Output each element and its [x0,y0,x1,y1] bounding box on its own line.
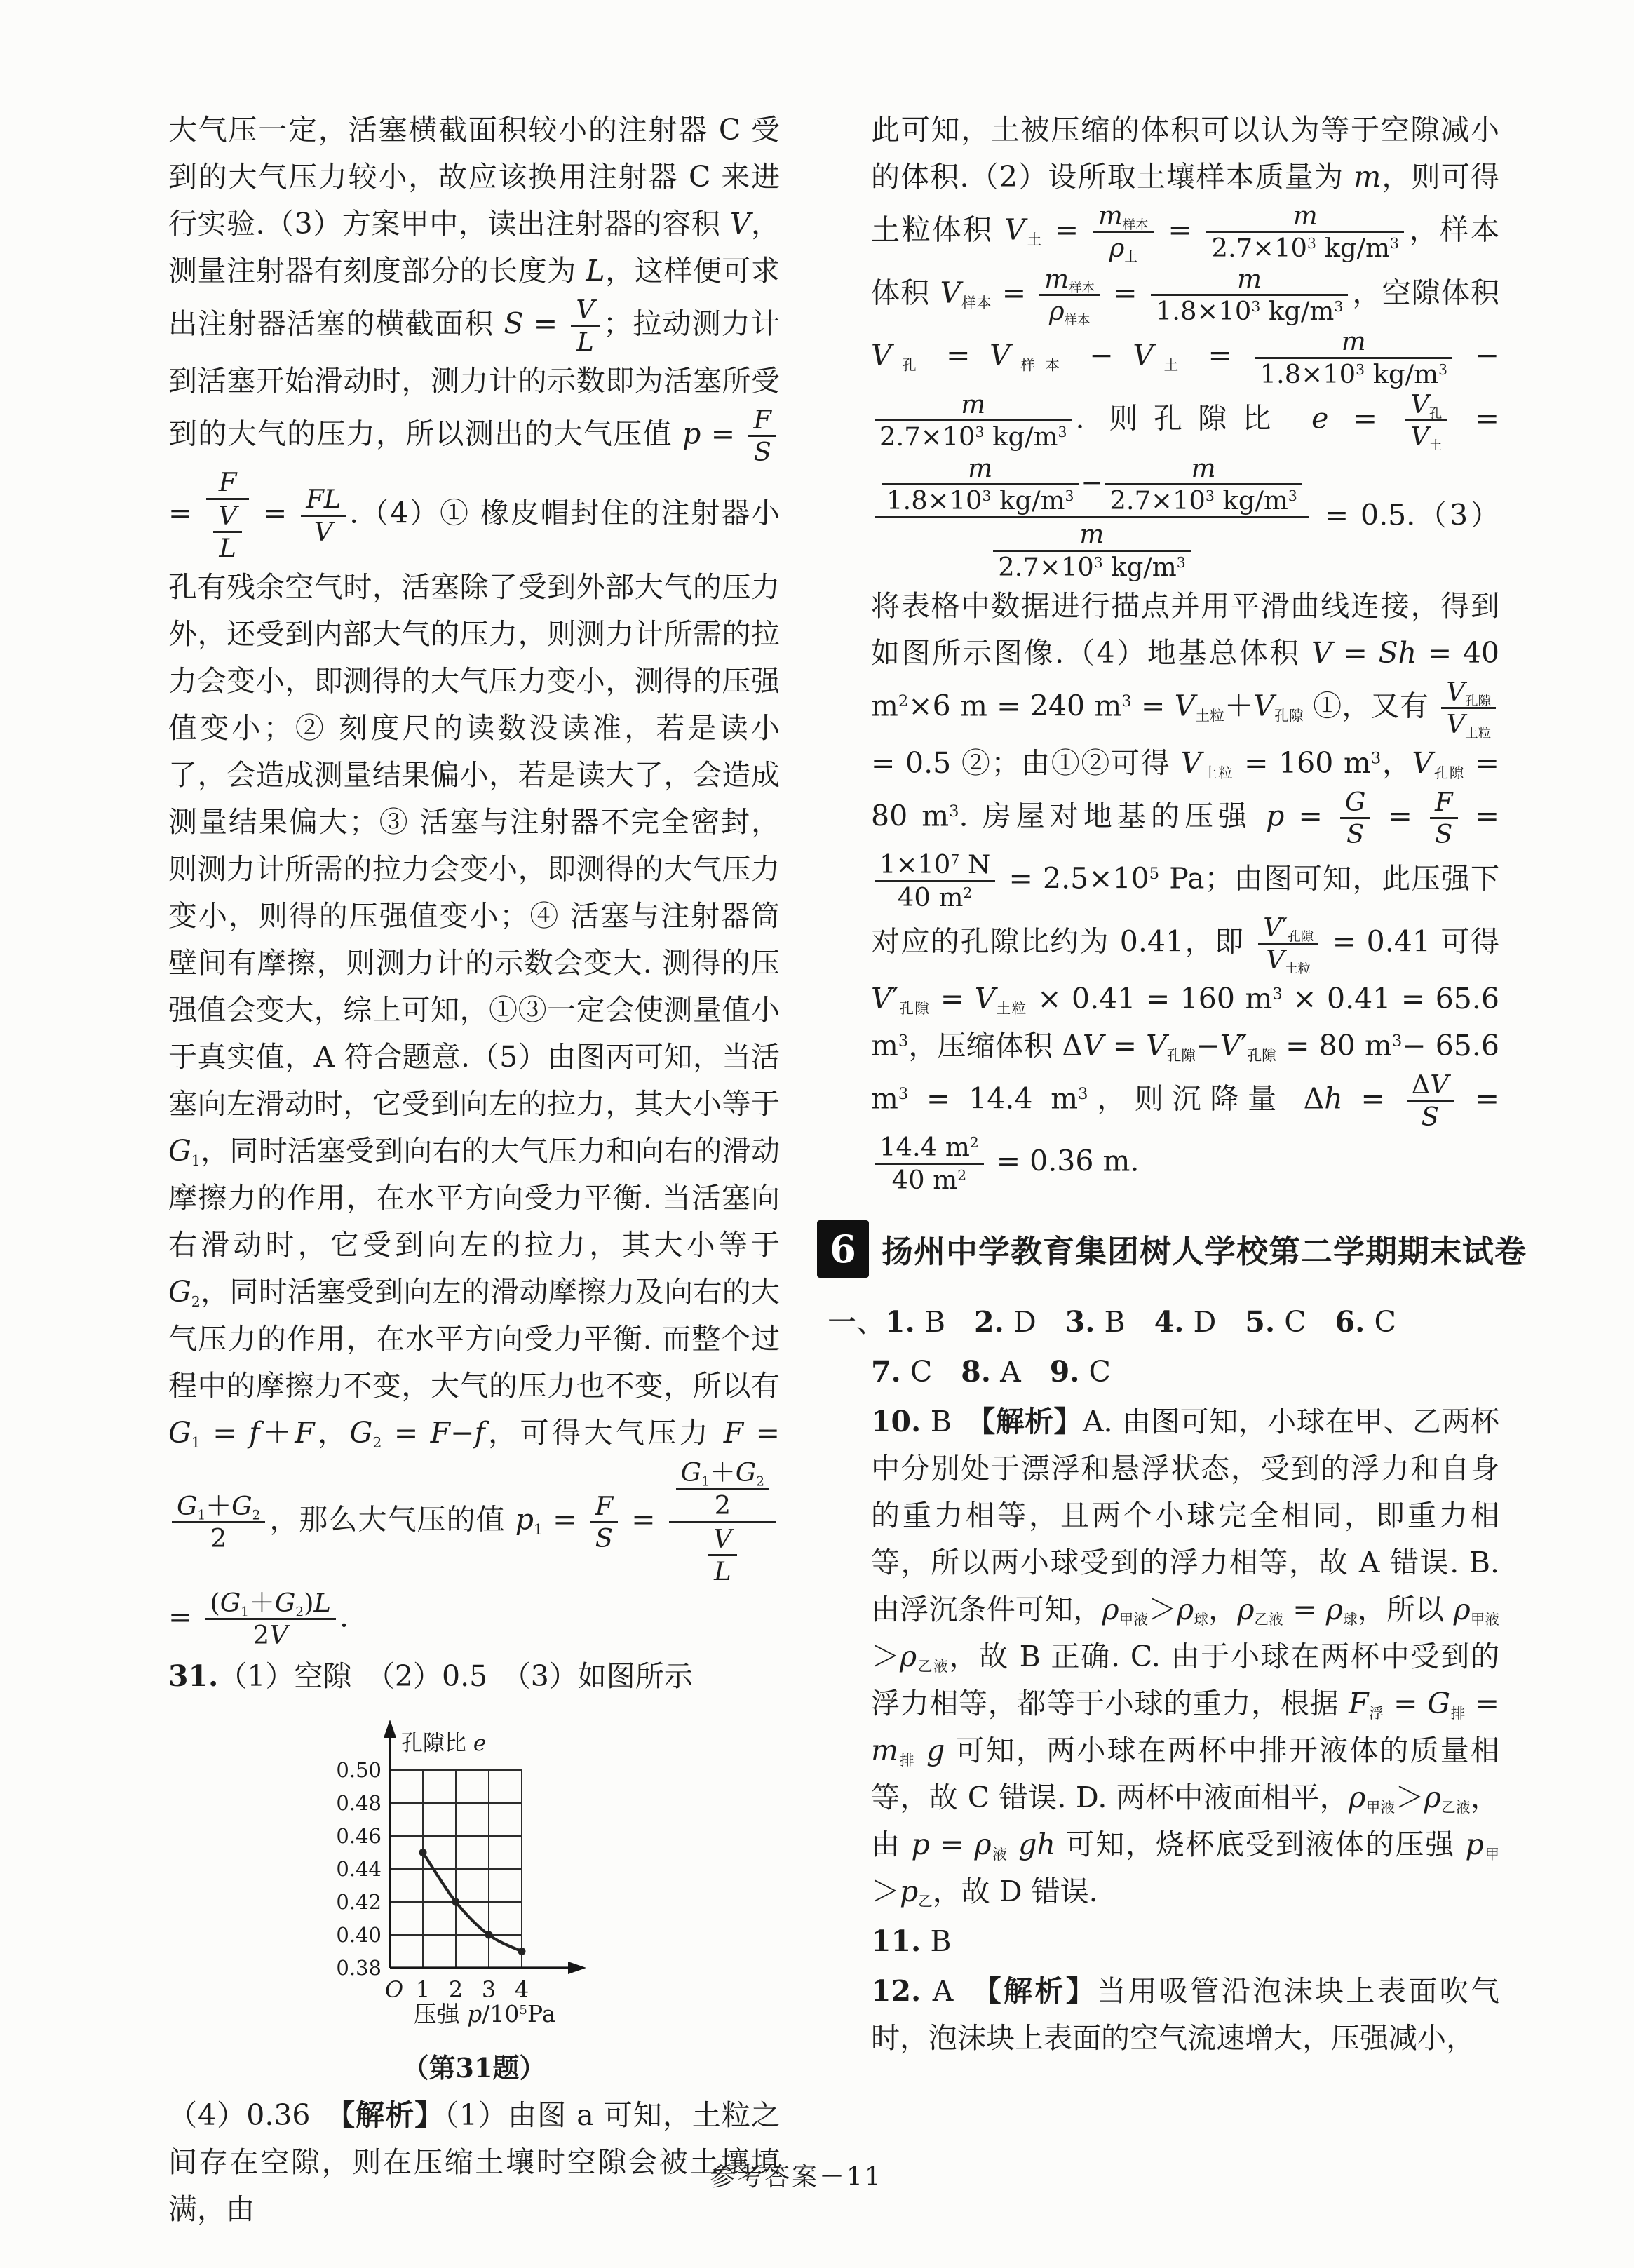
answers-row-1: 一、1. B 2. D 3. B 4. D 5. C 6. C [828,1304,1396,1339]
svg-text:0.40: 0.40 [336,1923,382,1948]
void-ratio-figure [168,1711,780,2085]
left-column [168,107,780,2233]
answer-item-12: 12. A 【解析】当用吸管沿泡沫块上表面吹气时，泡沫块上表面的空气流速增大，压强减小， [871,1973,1500,2055]
svg-text:4: 4 [514,1976,529,2004]
svg-text:O: O [384,1976,404,2004]
chart-tick-labels [336,1758,529,2003]
svg-text:1: 1 [415,1976,431,2004]
solution-paragraph-31-4: （4）0.36 【解析】（1）由图 a 可知，土粒之间存在空隙，则在压缩土壤时空隙会被土壤填满，由 [168,2098,781,2227]
page-footer: 参考答案－11 [710,2163,883,2192]
section-number-badge: 6 [817,1220,869,1278]
svg-text:0.44: 0.44 [336,1857,382,1882]
chart-x-axis-label: 压强 $p/10^5Pa$ [413,2000,556,2028]
section-title: 扬州中学教育集团树人学校第二学期期末试卷 [882,1233,1527,1271]
answer-item-31: 31.（1）空隙 （2）0.5 （3）如图所示 [168,1659,693,1694]
chart-svg [334,1711,614,2035]
solution-paragraph-30: 大气压一定，活塞横截面积较小的注射器 C 受到的大气压力较小，故应该换用注射器 C 来进行实验.（3）方案甲中，读出注射器的容积 V，测量注射器有刻度部分的长度为 L，这样便可求出注射器活塞的横截面积 S = $\frac{V}{L}$ ；拉动测力计到活塞开始滑动时，测力计的示数即为活塞所受到的大气的压力，所以测出的大气压值 p = $\frac{F}{S}$ = $\frac{F}{\frac{V}{L}}$ = $\frac{FL}{V}$ .（4）① 橡皮帽封住的注射器小孔有残余空气时，活塞除了受到外部大气的压力外，还受到内部大气的压力，则测力计所需的拉力会变小，即测得的大气压力变小，测得的压强值变小；② 刻度尺的读数没读准，若是读小了，会造成测量结果偏小，若是读大了，会造成测量结果偏大；③ 活塞与注射器不完全密封，则测力计所需的拉力会变小，即测得的大气压力变小，则得的压强值变小；④ 活塞与注射器筒壁间有摩擦，则测力计的示数会变大. 测得的压强值会变大，综上可知，①③一定会使测量值小于真实值，A 符合题意.（5）由图丙可知，当活塞向左滑动时，它受到向左的拉力，其大小等于 $G_1$，同时活塞受到向右的大气压力和向右的滑动摩擦力的作用，在水平方向受力平衡. 当活塞向右滑动时，它受到向左的拉力，其大小等于 $G_2$，同时活塞受到向左的滑动摩擦力及向右的大气压力的作用，在水平方向受力平衡. 而整个过程中的摩擦力不变，大气的压力也不变，所以有 $G_1 = f+F$，$G_2 = F-f$，可得大气压力 F = $\frac{G_1+G_2}{2}$ ，那么大气压的值 $p_1$ = $\frac{F}{S}$ = $\frac{\frac{G_1+G_2}{2}}{\frac{V}{L}}$ = $\frac{(G_1+G_2)L}{2V}$ . [168,113,781,1650]
chart-caption: （第31题） [402,2052,546,2084]
answer-item-10: 10. B 【解析】A. 由图可知，小球在甲、乙两杯中分别处于漂浮和悬浮状态，受到的浮力和自身的重力相等，且两个小球完全相同，即重力相等，所以两小球受到的浮力相等，故 A 错误. B. 由浮沉条件可知，$\rho_{甲液}>\rho_球$，$\rho_{乙液} = \rho_球$，所以 $\rho_{甲液}>\rho_{乙液}$，故 B 正确. C. 由于小球在两杯中受到的浮力相等，都等于小球的重力，根据 $F_浮 = G_排 = m_排$ g 可知，两小球在两杯中排开液体的质量相等，故 C 错误. D. 两杯中液面相平，$\rho_{甲液}>\rho_{乙液}$，由 $p = \rho_液$ gh 可知，烧杯底受到液体的压强 $p_甲>p_乙$，故 D 错误. [871,1404,1500,1910]
svg-text:0.50: 0.50 [336,1758,382,1783]
solution-paragraph-continued: 此可知，土被压缩的体积可以认为等于空隙减小的体积.（2）设所取土壤样本质量为 m，则可得土粒体积 $V_土$ = $\frac{m_{样本}}{\rho_土}$ = $\frac{m}{2.7\times 10^3 kg/m^3}$ ，样本体积 $V_{样本}$ = $\frac{m_{样本}}{\rho_{样本}}$ = $\frac{m}{1.8\times 10^3 kg/m^3}$ ，空隙体积 $V_孔 = V_{样本} - V_土$ = $\frac{m}{1.8\times 10^3 kg/m^3}$ − $\frac{m}{2.7\times 10^3 kg/m^3}$ . 则孔隙比 e = $\frac{V_孔}{V_土}$ = $\frac{m}{1.8\times 10^3 kg/m^3}$ − $\frac{m}{2.7\times 10^3 kg/m^3}$ $\frac{m}{2.7\times 10^3 kg/m^3}$ = 0.5.（3）将表格中数据进行描点并用平滑曲线连接，得到如图所示图像.（4）地基总体积 V = Sh = 40 $m^2\times 6$ m = 240 $m^3 = V_{土粒}+V_{孔隙}$ ①，又有 $\frac{V_{孔隙}}{V_{土粒}}$ = 0.5 ②；由①②可得 $V_{土粒} = 160$ $m^3$，$V_{孔隙} = 80$ $m^3$. 房屋对地基的压强 p = $\frac{G}{S}$ = $\frac{F}{S}$ = $\frac{1\times 10^7 N}{40 m^2}$ = $2.5\times 10^5$ Pa；由图可知，此压强下对应的孔隙比约为 0.41，即 $\frac{V'_{孔隙}}{V_{土粒}}$ = 0.41 可得 $V'_{孔隙} = V_{土粒} \times 0.41 = 160$ $m^3 \times 0.41 = 65.6$ $m^3$，压缩体积 $\Delta V = V_{孔隙}-V'_{孔隙} = 80$ $m^3- 65.6$ $m^3 = 14.4$ $m^3$，则沉降量 Δh = $\frac{\Delta V}{S}$ = $\frac{14.4 m^2}{40 m^2}$ = 0.36 m. [871,113,1500,1195]
chart-grid [390,1770,522,1968]
svg-text:2: 2 [448,1976,464,2004]
answer-item-11: 11. B [871,1924,952,1958]
svg-text:0.42: 0.42 [336,1890,382,1915]
chart-y-axis-label: 孔隙比 e [401,1731,487,1757]
svg-text:0.48: 0.48 [336,1791,382,1816]
svg-text:0.46: 0.46 [336,1824,382,1849]
void-ratio-chart [334,1711,614,2035]
chart-axes [384,1720,586,1974]
section-banner [817,1220,1527,1278]
right-column [828,107,1527,2062]
svg-text:3: 3 [481,1976,497,2004]
svg-text:0.38: 0.38 [336,1956,382,1980]
answers-row-2: 7. C 8. A 9. C [871,1354,1111,1389]
